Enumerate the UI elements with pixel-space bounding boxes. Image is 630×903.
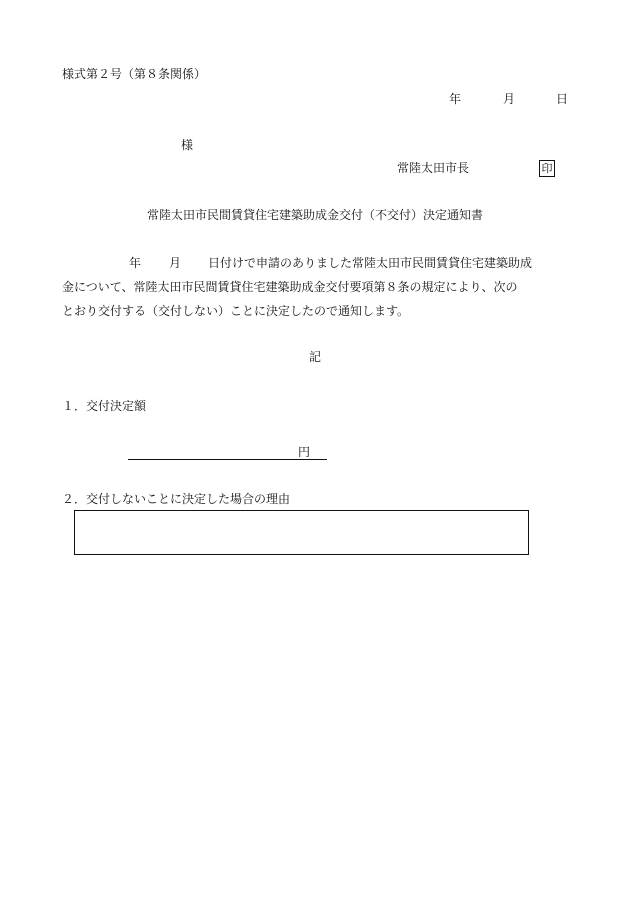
seal-mark: 印	[539, 160, 555, 177]
body-line-1: 日付けで申請のありました常陸太田市民間賃貸住宅建築助成	[208, 256, 533, 270]
body-month-label: 月	[169, 256, 182, 270]
body-line-2: 金について、常陸太田市民間賃貸住宅建築助成金交付要項第８条の規定により、次の	[62, 280, 518, 294]
date-month-label: 月	[503, 92, 516, 106]
body-year-label: 年	[129, 256, 142, 270]
item2-label: ２．交付しないことに決定した場合の理由	[62, 492, 291, 506]
body-line-3: とおり交付する（交付しない）ことに決定したので通知します。	[62, 304, 410, 318]
amount-unit: 円	[298, 445, 311, 459]
form-number: 様式第２号（第８条関係）	[62, 67, 207, 81]
addressee-suffix: 様	[181, 138, 194, 152]
date-year-label: 年	[449, 92, 462, 106]
item1-label: １．交付決定額	[62, 399, 147, 413]
issuer-title: 常陸太田市長	[397, 161, 470, 175]
notes-heading: 記	[308, 350, 321, 364]
date-day-label: 日	[556, 92, 569, 106]
document-title: 常陸太田市民間賃貸住宅建築助成金交付（不交付）決定通知書	[146, 208, 483, 222]
reason-box	[74, 510, 529, 555]
